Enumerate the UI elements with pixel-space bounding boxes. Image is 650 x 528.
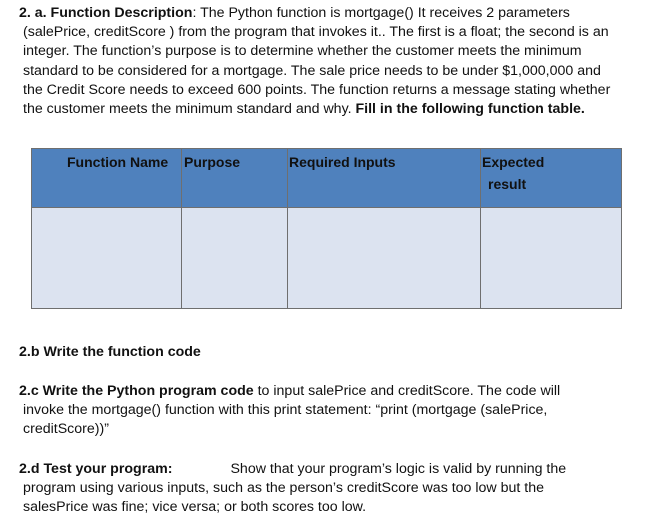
section-c-paragraph xyxy=(19,382,639,440)
header-purpose: Purpose xyxy=(184,154,241,170)
header-cell-purpose xyxy=(182,149,288,208)
cell-expected-result[interactable] xyxy=(481,208,622,309)
section-c-line3: creditScore))” xyxy=(23,421,109,438)
section-c-heading: 2.c Write the Python program code xyxy=(19,383,254,399)
function-table-header-row xyxy=(32,149,622,208)
section-a-line6-text: the customer meets the minimum standard and why. xyxy=(23,101,356,118)
header-expected: Expected xyxy=(482,154,545,170)
section-a-line3: integer. The function’s purpose is to determine whether the customer meets the minimum xyxy=(23,43,582,60)
header-required-inputs: Required Inputs xyxy=(289,154,396,170)
section-a-line5: the Credit Score needs to exceed 600 points. The function returns a message stating whether xyxy=(23,81,611,98)
cell-required-inputs[interactable] xyxy=(288,208,481,309)
section-a-line1-text: : The Python function is mortgage() It receives 2 parameters xyxy=(192,5,570,21)
cell-function-name[interactable] xyxy=(32,208,182,309)
header-result: result xyxy=(488,176,527,192)
section-a-instruction: Fill in the following function table. xyxy=(355,101,585,118)
section-a-heading: 2. a. Function Description xyxy=(19,5,193,21)
section-d-heading: 2.d Test your program: xyxy=(19,461,173,477)
section-d-line1-text: Show that your program’s logic is valid by running the xyxy=(230,461,567,477)
section-a-line6 xyxy=(19,100,639,119)
header-cell-function-name xyxy=(32,149,182,208)
section-d-line1 xyxy=(19,460,639,479)
function-table xyxy=(31,148,622,309)
header-cell-expected-result xyxy=(481,149,622,208)
section-c-line1-text: to input salePrice and creditScore. The code will xyxy=(253,383,561,399)
section-a-paragraph xyxy=(19,4,639,119)
section-c-line2: invoke the mortgage() function with this print statement: “print (mortgage (salePrice, xyxy=(23,402,548,419)
section-c-line1 xyxy=(19,382,639,401)
section-b xyxy=(19,343,639,362)
section-b-heading: 2.b Write the function code xyxy=(19,344,201,360)
section-a-line4: standard to be considered for a mortgage. The sale price needs to be under $1,000,000 and xyxy=(23,62,601,79)
section-d-paragraph xyxy=(19,460,639,518)
section-a-line2: (salePrice, creditScore ) from the program that invokes it.. The first is a float; the second is an xyxy=(23,24,609,41)
header-function-name: Function Name xyxy=(67,154,169,170)
cell-purpose[interactable] xyxy=(182,208,288,309)
header-cell-required-inputs xyxy=(288,149,481,208)
function-table-row xyxy=(32,208,622,309)
section-d-line3: salesPrice was fine; vice versa; or both scores too low. xyxy=(23,499,367,516)
section-d-line2: program using various inputs, such as the person’s creditScore was too low but the xyxy=(23,480,545,497)
section-a-line1 xyxy=(19,4,639,23)
